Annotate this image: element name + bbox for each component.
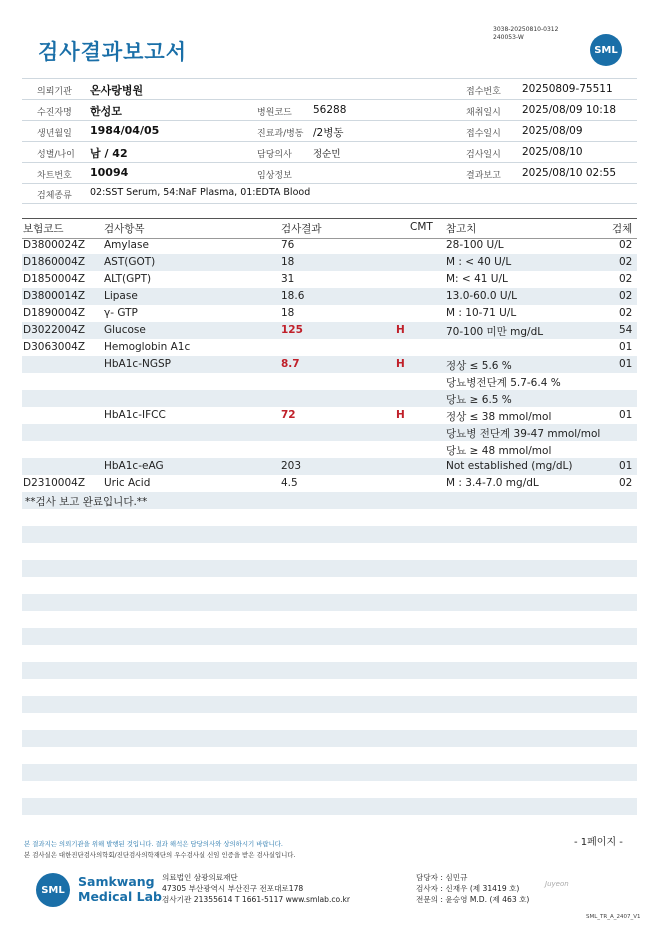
cell-flag: H [396, 324, 405, 336]
cell-ref: M : 10-71 U/L [446, 307, 517, 319]
cell-flag: H [396, 409, 405, 421]
empty-row [22, 577, 637, 594]
cell-item: Uric Acid [104, 477, 151, 489]
cell-ref: 28-100 U/L [446, 239, 504, 251]
cell-result: 72 [281, 409, 296, 421]
cell-ref: 정상 ≤ 5.6 % [446, 360, 512, 372]
empty-row [22, 679, 637, 696]
cell-code: D3063004Z [23, 341, 86, 353]
cell-ref: 당뇨병전단계 5.7-6.4 % [446, 377, 561, 389]
test-date: 2025/08/10 [522, 146, 583, 158]
cell-spec: 02 [619, 307, 633, 319]
hospital-code: 56288 [313, 104, 347, 116]
doctor-name: 정순민 [313, 149, 341, 160]
empty-row [22, 713, 637, 730]
cell-ref: Not established (mg/dL) [446, 460, 573, 472]
sex-age: 남 / 42 [90, 147, 128, 160]
cell-code: D1850004Z [23, 273, 86, 285]
cell-spec: 02 [619, 290, 633, 302]
table-row [22, 237, 637, 254]
empty-row [22, 509, 637, 526]
sml-logo-icon: SML [590, 34, 622, 66]
cell-ref: M: < 41 U/L [446, 273, 508, 285]
cell-ref: 정상 ≤ 38 mmol/mol [446, 411, 552, 423]
cell-result: 18.6 [281, 290, 305, 302]
table-row [22, 271, 637, 288]
empty-row [22, 730, 637, 747]
cell-spec: 54 [619, 324, 633, 336]
cell-spec: 02 [619, 273, 633, 285]
patient-name: 한성모 [90, 105, 122, 118]
empty-row [22, 594, 637, 611]
empty-row [22, 645, 637, 662]
staff-info: 담당자 : 심민규 검사자 : 신재우 (제 31419 호) 전문의 : 윤승영 M.D. (제 463 호) [416, 873, 530, 904]
cell-ref: M : 3.4-7.0 mg/dL [446, 477, 539, 489]
table-row [22, 254, 637, 271]
cell-flag: H [396, 358, 405, 370]
report-title: 검사결과보고서 [38, 40, 188, 64]
cell-code: D1860004Z [23, 256, 86, 268]
cell-code: D3022004Z [23, 324, 86, 336]
report-end-note: **검사 보고 완료입니다.** [22, 492, 637, 509]
table-row [22, 288, 637, 305]
cell-spec: 02 [619, 256, 633, 268]
footer-notice: 본 결과지는 의뢰기관을 위해 발행된 것입니다. 결과 해석은 담당의사와 상의하시기 바랍니다. [24, 840, 283, 848]
empty-row [22, 747, 637, 764]
cell-ref: 70-100 미만 mg/dL [446, 326, 544, 338]
department: /2병동 [313, 127, 344, 139]
cell-item: Lipase [104, 290, 138, 302]
cell-ref: 당뇨병 전단계 39-47 mmol/mol [446, 428, 601, 440]
document-id: 3038-20250810-0312 240053-W [493, 26, 559, 41]
empty-row [22, 628, 637, 645]
table-row [22, 322, 637, 339]
empty-row [22, 781, 637, 798]
results-table-header: 보험코드 검사항목 검사결과 CMT 참고치 검체 [22, 218, 637, 239]
empty-row [22, 662, 637, 679]
cell-result: 8.7 [281, 358, 300, 370]
cell-item: HbA1c-NGSP [104, 358, 171, 370]
receipt-number: 20250809-75511 [522, 83, 613, 95]
table-row [22, 373, 637, 390]
cell-ref: 당뇨 ≥ 48 mmol/mol [446, 445, 552, 457]
cell-result: 18 [281, 256, 295, 268]
cell-ref: M : < 40 U/L [446, 256, 512, 268]
cell-item: HbA1c-eAG [104, 460, 164, 472]
divider [22, 78, 637, 79]
empty-row [22, 798, 637, 815]
chart-number: 10094 [90, 166, 129, 179]
accreditation-notice: 본 검사실은 대한진단검사의학회/진단검사의학재단의 우수검사실 신임 인증을 받은 검사실입니다. [24, 851, 296, 859]
table-row [22, 441, 637, 458]
table-row [22, 475, 637, 492]
hospital-name: 온사랑병원 [90, 84, 144, 97]
cell-item: AST(GOT) [104, 256, 156, 268]
cell-result: 4.5 [281, 477, 298, 489]
empty-row [22, 611, 637, 628]
table-row [22, 339, 637, 356]
specimen-types: 02:SST Serum, 54:NaF Plasma, 01:EDTA Blood [90, 187, 311, 198]
form-version: SML_TR_A_2407_V1 [586, 914, 641, 920]
empty-row [22, 560, 637, 577]
sml-footer-logo-icon: SML [36, 873, 70, 907]
report-datetime: 2025/08/10 02:55 [522, 167, 617, 179]
cell-result: 18 [281, 307, 295, 319]
cell-spec: 02 [619, 239, 633, 251]
cell-ref: 당뇨 ≥ 6.5 % [446, 394, 512, 406]
empty-row [22, 526, 637, 543]
cell-spec: 01 [619, 358, 633, 370]
cell-item: Amylase [104, 239, 149, 251]
table-row [22, 390, 637, 407]
cell-item: Glucose [104, 324, 146, 336]
cell-result: 31 [281, 273, 295, 285]
cell-item: ALT(GPT) [104, 273, 152, 285]
cell-spec: 01 [619, 409, 633, 421]
cell-spec: 01 [619, 341, 633, 353]
brand-name: Samkwang Medical Lab [78, 874, 162, 904]
page-number: - 1페이지 - [574, 837, 623, 848]
cell-result: 203 [281, 460, 302, 472]
cell-spec: 01 [619, 460, 633, 472]
empty-row [22, 764, 637, 781]
cell-item: γ- GTP [104, 307, 138, 319]
table-row [22, 356, 637, 373]
received-date: 2025/08/09 [522, 125, 583, 137]
cell-result: 125 [281, 324, 303, 336]
birth-date: 1984/04/05 [90, 124, 160, 137]
cell-code: D3800014Z [23, 290, 86, 302]
table-row [22, 305, 637, 322]
cell-code: D3800024Z [23, 239, 86, 251]
signature: Juyeon [545, 880, 569, 888]
cell-spec: 02 [619, 477, 633, 489]
collection-datetime: 2025/08/09 10:18 [522, 104, 617, 116]
table-row [22, 424, 637, 441]
cell-item: HbA1c-IFCC [104, 409, 166, 421]
empty-row [22, 543, 637, 560]
cell-code: D1890004Z [23, 307, 86, 319]
table-row [22, 407, 637, 424]
cell-item: Hemoglobin A1c [104, 341, 191, 353]
organization-info: 의료법인 삼광의료재단 47305 부산광역시 부산진구 전포대로178 검사기관 21355614 T 1661-5117 www.smlab.co.kr [162, 873, 350, 904]
cell-ref: 13.0-60.0 U/L [446, 290, 517, 302]
cell-result: 76 [281, 239, 295, 251]
cell-code: D2310004Z [23, 477, 86, 489]
empty-row [22, 696, 637, 713]
table-row [22, 458, 637, 475]
